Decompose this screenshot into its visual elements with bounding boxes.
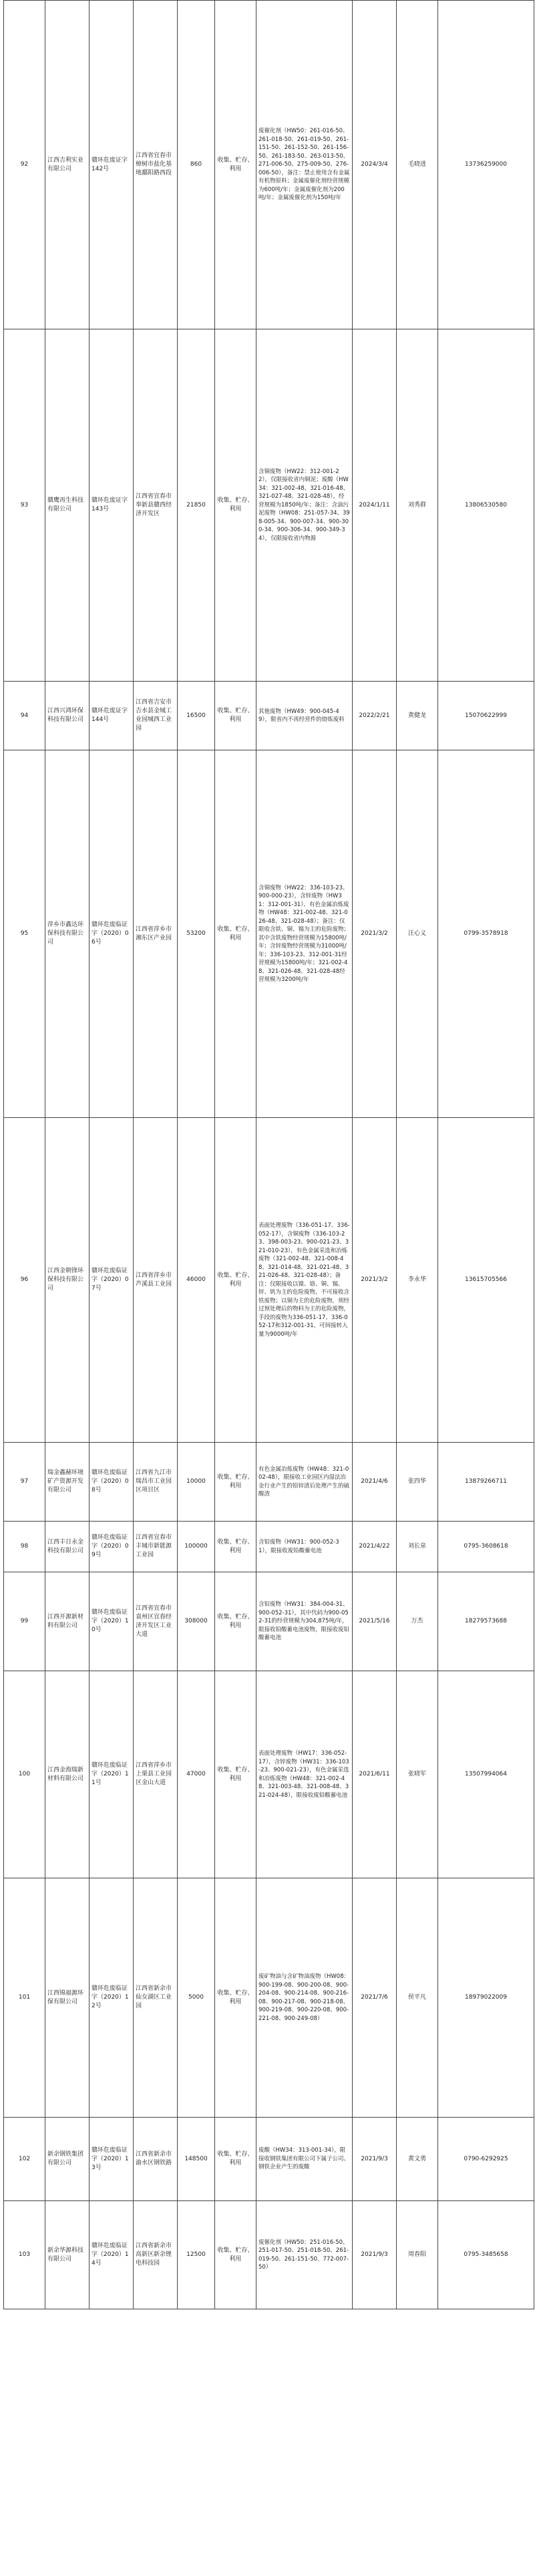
facility-address-cell: 江西省萍乡市芦溪县工业园 bbox=[134, 1118, 178, 1443]
issue-date-cell: 2021/7/6 bbox=[353, 1878, 397, 2118]
operation-method-cell: 收集、贮存、利用 bbox=[215, 1878, 256, 2118]
capacity-value-cell: 100000 bbox=[178, 1522, 215, 1572]
issue-date-cell: 2021/3/2 bbox=[353, 750, 397, 1118]
company-name-cell: 萍乡市鑫达环保科技有限公司 bbox=[45, 750, 90, 1118]
waste-scope-cell: 含铅废物（HW31：384-004-31、900-052-31），其中代码为900-052-31的经营规模为304,875吨/年，限接收铅酸蓄电池废物，限接收废铅酸蓄电池 bbox=[256, 1572, 353, 1671]
contact-person-cell: 张四华 bbox=[397, 1443, 438, 1522]
waste-scope-cell: 含铜废物（HW22：312-001-22），仅限接收省内铜泥；废酸（HW34：321-002-48、321-016-48、321-027-48、321-028-48），经营规模为1850吨/年；备注：含油污泥废物（HW08：251-057-34、398-005-34、900-007-34、900-300-34、900-306-34、900-349-34），仅限接收省内物源 bbox=[256, 329, 353, 682]
facility-address-cell: 江西省新余市高新区新余锂电科技园 bbox=[134, 2201, 178, 2309]
issue-date-cell: 2022/2/21 bbox=[353, 682, 397, 750]
license-number-cell: 赣环危废证字142号 bbox=[90, 1, 134, 329]
table-row bbox=[4, 1118, 534, 1443]
contact-person-cell: 黄健龙 bbox=[397, 682, 438, 750]
table-row bbox=[4, 1, 534, 329]
operation-method-cell: 收集、贮存、利用 bbox=[215, 682, 256, 750]
waste-scope-cell: 废催化剂（HW50：261-016-50、261-018-50、261-019-50、261-151-50、261-152-50、261-156-50、261-183-50、263-013-50、271-006-50、275-009-50、276-006-50），备注：禁止使用含有金属有机物原料；金属废催化剂经营规模为600吨/年；金属废催化剂为200吨/年；金属废催化剂为150吨/年 bbox=[256, 1, 353, 329]
row-number-cell: 96 bbox=[4, 1118, 45, 1443]
contact-person-cell: 毛晓进 bbox=[397, 1, 438, 329]
row-number-cell: 94 bbox=[4, 682, 45, 750]
operation-method-cell: 收集、贮存、利用 bbox=[215, 1118, 256, 1443]
contact-phone-cell: 0790-6292925 bbox=[438, 2118, 534, 2201]
table-row bbox=[4, 1572, 534, 1671]
waste-scope-cell: 废酸（HW34：313-001-34），限接收钢铁集团有限公司下属子公司、钢铁企业产生的废酸 bbox=[256, 2118, 353, 2201]
issue-date-cell: 2021/3/2 bbox=[353, 1118, 397, 1443]
contact-phone-cell: 0795-3608618 bbox=[438, 1522, 534, 1572]
facility-address-cell: 江西省吉安市吉水县金城工业园城西工业园 bbox=[134, 682, 178, 750]
license-number-cell: 赣环危废临证字（2020）14号 bbox=[90, 2201, 134, 2309]
capacity-value-cell: 860 bbox=[178, 1, 215, 329]
contact-phone-cell: 13736259000 bbox=[438, 1, 534, 329]
company-name-cell: 江西兴鸿环保科技有限公司 bbox=[45, 682, 90, 750]
contact-phone-cell: 13806530580 bbox=[438, 329, 534, 682]
license-number-cell: 赣环危废临证字（2020）13号 bbox=[90, 2118, 134, 2201]
table-row bbox=[4, 1878, 534, 2118]
license-number-cell: 赣环危废临证字（2020）10号 bbox=[90, 1572, 134, 1671]
operation-method-cell: 收集、贮存、利用 bbox=[215, 1522, 256, 1572]
table-body bbox=[4, 1, 534, 2309]
waste-scope-cell: 表面处理废物（HW17：336-052-17），含锌废物（HW31：336-103-23、900-021-23），有色金属采选和冶炼废物（HW48：321-002-48、321-003-48、321-008-48、321-024-48），限接收废铅酸蓄电池 bbox=[256, 1671, 353, 1878]
contact-person-cell: 张晓军 bbox=[397, 1671, 438, 1878]
facility-address-cell: 江西省萍乡市上栗县工业园区金山大道 bbox=[134, 1671, 178, 1878]
facility-address-cell: 江西省宜春市袁州区宜春经济开发区工业大道 bbox=[134, 1572, 178, 1671]
contact-person-cell: 侯平凡 bbox=[397, 1878, 438, 2118]
row-number-cell: 98 bbox=[4, 1522, 45, 1572]
table-row bbox=[4, 1671, 534, 1878]
company-name-cell: 赣鹰再生科技有限公司 bbox=[45, 329, 90, 682]
row-number-cell: 103 bbox=[4, 2201, 45, 2309]
hazardous-waste-permit-table bbox=[3, 0, 534, 2309]
company-name-cell: 江西锦福源环保有限公司 bbox=[45, 1878, 90, 2118]
waste-scope-cell: 其他废物（HW49：900-045-49），限省内不再经营件的熔炼废料 bbox=[256, 682, 353, 750]
facility-address-cell: 江西省萍乡市湘东区产业园 bbox=[134, 750, 178, 1118]
issue-date-cell: 2021/5/16 bbox=[353, 1572, 397, 1671]
table-row bbox=[4, 2118, 534, 2201]
facility-address-cell: 江西省宜春市丰城市新能源工业园 bbox=[134, 1522, 178, 1572]
operation-method-cell: 收集、贮存、利用 bbox=[215, 1572, 256, 1671]
facility-address-cell: 江西省新余市渝水区钢铁路 bbox=[134, 2118, 178, 2201]
facility-address-cell: 江西省宜春市樟树市盐化基地鄱阳路西段 bbox=[134, 1, 178, 329]
row-number-cell: 92 bbox=[4, 1, 45, 329]
issue-date-cell: 2024/1/11 bbox=[353, 329, 397, 682]
license-number-cell: 赣环危废临证字（2020）11号 bbox=[90, 1671, 134, 1878]
company-name-cell: 江西开源新材料有限公司 bbox=[45, 1572, 90, 1671]
table-row bbox=[4, 1443, 534, 1522]
contact-phone-cell: 13879266711 bbox=[438, 1443, 534, 1522]
license-number-cell: 赣环危废证字143号 bbox=[90, 329, 134, 682]
waste-scope-cell: 表面处理废物（336-051-17、336-052-17），含铜废物（336-103-23、398-003-23、900-021-23、321-010-23），有色金属采选和冶炼废物（321-002-48、321-008-48、321-014-48、321-021-48、321-026-48、321-028-48）；备注：仅限接收以镍、铬、铜、锡、锌、钒为主的危险废物，不可接收含铁废物；以铜为主的危险废物，须经过预处理后的物料为主的危险废物，手段的废物为336-051-17、336-052-17和312-001-31，可间接转入量为9000吨/年 bbox=[256, 1118, 353, 1443]
issue-date-cell: 2021/4/22 bbox=[353, 1522, 397, 1572]
operation-method-cell: 收集、贮存、利用 bbox=[215, 2118, 256, 2201]
company-name-cell: 新余钢铁集团有限公司 bbox=[45, 2118, 90, 2201]
contact-phone-cell: 13507994064 bbox=[438, 1671, 534, 1878]
row-number-cell: 101 bbox=[4, 1878, 45, 2118]
capacity-value-cell: 21850 bbox=[178, 329, 215, 682]
company-name-cell: 江西金朝锋环保科技有限公司 bbox=[45, 1118, 90, 1443]
operation-method-cell: 收集、贮存、利用 bbox=[215, 329, 256, 682]
waste-scope-cell: 废催化剂（HW50：251-016-50、251-017-50、251-018-50、261-019-50、261-151-50、772-007-50） bbox=[256, 2201, 353, 2309]
contact-phone-cell: 13615705566 bbox=[438, 1118, 534, 1443]
waste-scope-cell: 含铜废物（HW22：336-103-23、900-000-23），含锌废物（HW31：312-001-31）、有色金属冶炼废物（HW48：321-002-48、321-026-48、321-028-48）；备注：仅限收含铁、铜、锡为主的危险废物；其中含铁废物经营规模为15800吨/年；含锌废物经营规模为31000吨/年；336-103-23、312-001-31经营规模为15800吨/年；321-002-48、321-026-48、321-028-48经营规模为3200吨/年 bbox=[256, 750, 353, 1118]
row-number-cell: 100 bbox=[4, 1671, 45, 1878]
contact-person-cell: 万杰 bbox=[397, 1572, 438, 1671]
operation-method-cell: 收集、贮存、利用 bbox=[215, 1, 256, 329]
row-number-cell: 99 bbox=[4, 1572, 45, 1671]
table-row bbox=[4, 1522, 534, 1572]
waste-scope-cell: 含铅废物（HW31：900-052-31），限接收废铅酸蓄电池 bbox=[256, 1522, 353, 1572]
capacity-value-cell: 308000 bbox=[178, 1572, 215, 1671]
row-number-cell: 97 bbox=[4, 1443, 45, 1522]
issue-date-cell: 2024/3/4 bbox=[353, 1, 397, 329]
table-row bbox=[4, 750, 534, 1118]
contact-person-cell: 刘秀群 bbox=[397, 329, 438, 682]
contact-phone-cell: 0795-3485658 bbox=[438, 2201, 534, 2309]
waste-scope-cell: 有色金属冶炼废物（HW48：321-002-48），限接收工业园区内湿法冶金行业产生的铅锌渣后处理产生的硫酸渣 bbox=[256, 1443, 353, 1522]
contact-person-cell: 黄文勇 bbox=[397, 2118, 438, 2201]
license-number-cell: 赣环危废临证字（2020）06号 bbox=[90, 750, 134, 1118]
table-row bbox=[4, 2201, 534, 2309]
contact-person-cell: 刘长泉 bbox=[397, 1522, 438, 1572]
company-name-cell: 江西丰日永金科技有限公司 bbox=[45, 1522, 90, 1572]
facility-address-cell: 江西省九江市瑞昌市工业园区项目区 bbox=[134, 1443, 178, 1522]
capacity-value-cell: 12500 bbox=[178, 2201, 215, 2309]
issue-date-cell: 2021/4/6 bbox=[353, 1443, 397, 1522]
table-row bbox=[4, 682, 534, 750]
license-number-cell: 赣环危废临证字（2020）08号 bbox=[90, 1443, 134, 1522]
facility-address-cell: 江西省新余市仙女湖区工业园 bbox=[134, 1878, 178, 2118]
capacity-value-cell: 46000 bbox=[178, 1118, 215, 1443]
waste-scope-cell: 废矿物油与含矿物油废物（HW08：900-199-08、900-200-08、900-204-08、900-214-08、900-216-08、900-217-08、900-218-08、900-219-08、900-220-08、900-221-08、900-249-08） bbox=[256, 1878, 353, 2118]
capacity-value-cell: 5000 bbox=[178, 1878, 215, 2118]
license-number-cell: 赣环危废临证字（2020）09号 bbox=[90, 1522, 134, 1572]
contact-phone-cell: 15070622999 bbox=[438, 682, 534, 750]
table-row bbox=[4, 329, 534, 682]
row-number-cell: 93 bbox=[4, 329, 45, 682]
row-number-cell: 102 bbox=[4, 2118, 45, 2201]
capacity-value-cell: 16500 bbox=[178, 682, 215, 750]
contact-phone-cell: 18979022009 bbox=[438, 1878, 534, 2118]
license-number-cell: 赣环危废临证字（2020）12号 bbox=[90, 1878, 134, 2118]
issue-date-cell: 2021/6/11 bbox=[353, 1671, 397, 1878]
company-name-cell: 江西金海瑞新材料有限公司 bbox=[45, 1671, 90, 1878]
contact-phone-cell: 18279573688 bbox=[438, 1572, 534, 1671]
operation-method-cell: 收集、贮存、利用 bbox=[215, 1671, 256, 1878]
contact-person-cell: 汪心义 bbox=[397, 750, 438, 1118]
contact-person-cell: 李永华 bbox=[397, 1118, 438, 1443]
capacity-value-cell: 10000 bbox=[178, 1443, 215, 1522]
license-number-cell: 赣环危废证字144号 bbox=[90, 682, 134, 750]
facility-address-cell: 江西省宜春市奉新县赣西经济开发区 bbox=[134, 329, 178, 682]
license-number-cell: 赣环危废临证字（2020）07号 bbox=[90, 1118, 134, 1443]
operation-method-cell: 收集、贮存、利用 bbox=[215, 750, 256, 1118]
operation-method-cell: 收集、贮存、利用 bbox=[215, 1443, 256, 1522]
capacity-value-cell: 148500 bbox=[178, 2118, 215, 2201]
company-name-cell: 江西吉利实业有限公司 bbox=[45, 1, 90, 329]
capacity-value-cell: 47000 bbox=[178, 1671, 215, 1878]
contact-phone-cell: 0799-3578918 bbox=[438, 750, 534, 1118]
company-name-cell: 新余华源科技有限公司 bbox=[45, 2201, 90, 2309]
issue-date-cell: 2021/9/3 bbox=[353, 2118, 397, 2201]
row-number-cell: 95 bbox=[4, 750, 45, 1118]
operation-method-cell: 收集、贮存、利用 bbox=[215, 2201, 256, 2309]
contact-person-cell: 周春阳 bbox=[397, 2201, 438, 2309]
capacity-value-cell: 53200 bbox=[178, 750, 215, 1118]
issue-date-cell: 2021/9/3 bbox=[353, 2201, 397, 2309]
company-name-cell: 瑞金鑫赫环境矿产资源开发有限公司 bbox=[45, 1443, 90, 1522]
